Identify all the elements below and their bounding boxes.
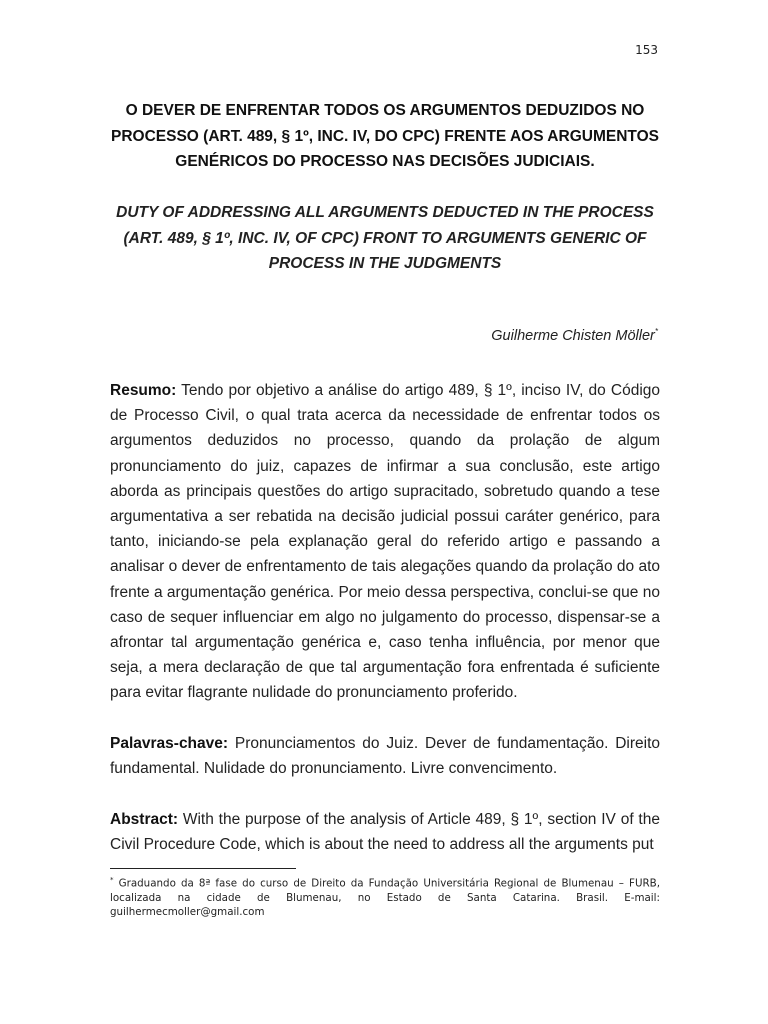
author-footnote-mark[interactable]: * [654, 327, 658, 336]
abstract-label: Abstract: [110, 811, 179, 828]
author-line [491, 327, 658, 344]
abstract-paragraph [110, 807, 660, 857]
author-name: Guilherme Chisten Möller [491, 327, 655, 344]
page-number: 153 [635, 43, 658, 57]
resumo-label: Resumo: [110, 382, 177, 399]
resumo-text: Tendo por objetivo a análise do artigo 489, § 1º, inciso IV, do Código de Processo Civil, o qual trata acerca da necessidade de enfrentar todos os argumentos deduzidos no processo, quando da prolação de algum pronunciamento do juiz, capazes de infirmar a sua conclusão, este artigo aborda as principais questões do artigo supracitado, sobretudo quando a tese argumentativa a ser rebatida na decisão judicial possui caráter genérico, para tanto, iniciando-se pela explanação geral do referido artigo e passando a analisar o dever de enfrentamento de tais alegações quando da prolação do ato frente a argumentação genérica. Por meio dessa perspectiva, conclui-se que no caso de sequer influenciar em algo no julgamento do processo, dispensar-se a afrontar tal argumentação genérica e, caso tenha influência, por menor que seja, a mera declaração de que tal argumentação fora enfrentada é suficiente para evitar flagrante nulidade do pronunciamento proferido. [110, 382, 660, 702]
footnote [110, 873, 660, 919]
paper-subtitle-english: DUTY OF ADDRESSING ALL ARGUMENTS DEDUCTED IN THE PROCESS (ART. 489, § 1º, INC. IV, OF CPC) FRONT TO ARGUMENTS GENERIC OF PROCESS IN THE JUDGMENTS [116, 204, 654, 272]
abstract-text: With the purpose of the analysis of Article 489, § 1º, section IV of the Civil Procedure Code, which is about the need to address all the arguments put [110, 811, 660, 854]
resumo-paragraph [110, 378, 660, 706]
footnote-text: Graduando da 8ª fase do curso de Direito da Fundação Universitária Regional de Blumenau – FURB, localizada na cidade de Blumenau, no Estado de Santa Catarina. Brasil. E-mail: guilhermecmoller@gmail.com [110, 877, 660, 919]
keywords-label: Palavras-chave: [110, 735, 229, 752]
footnote-divider [110, 868, 296, 869]
keywords-paragraph [110, 731, 660, 781]
paper-title: O DEVER DE ENFRENTAR TODOS OS ARGUMENTOS DEDUZIDOS NO PROCESSO (ART. 489, § 1º, INC. IV, DO CPC) FRENTE AOS ARGUMENTOS GENÉRICOS DO PROCESSO NAS DECISÕES JUDICIAIS. [111, 102, 659, 170]
footnote-mark: * [110, 876, 114, 884]
keywords-text: Pronunciamentos do Juiz. Dever de fundamentação. Direito fundamental. Nulidade do pronunciamento. Livre convencimento. [110, 735, 660, 778]
